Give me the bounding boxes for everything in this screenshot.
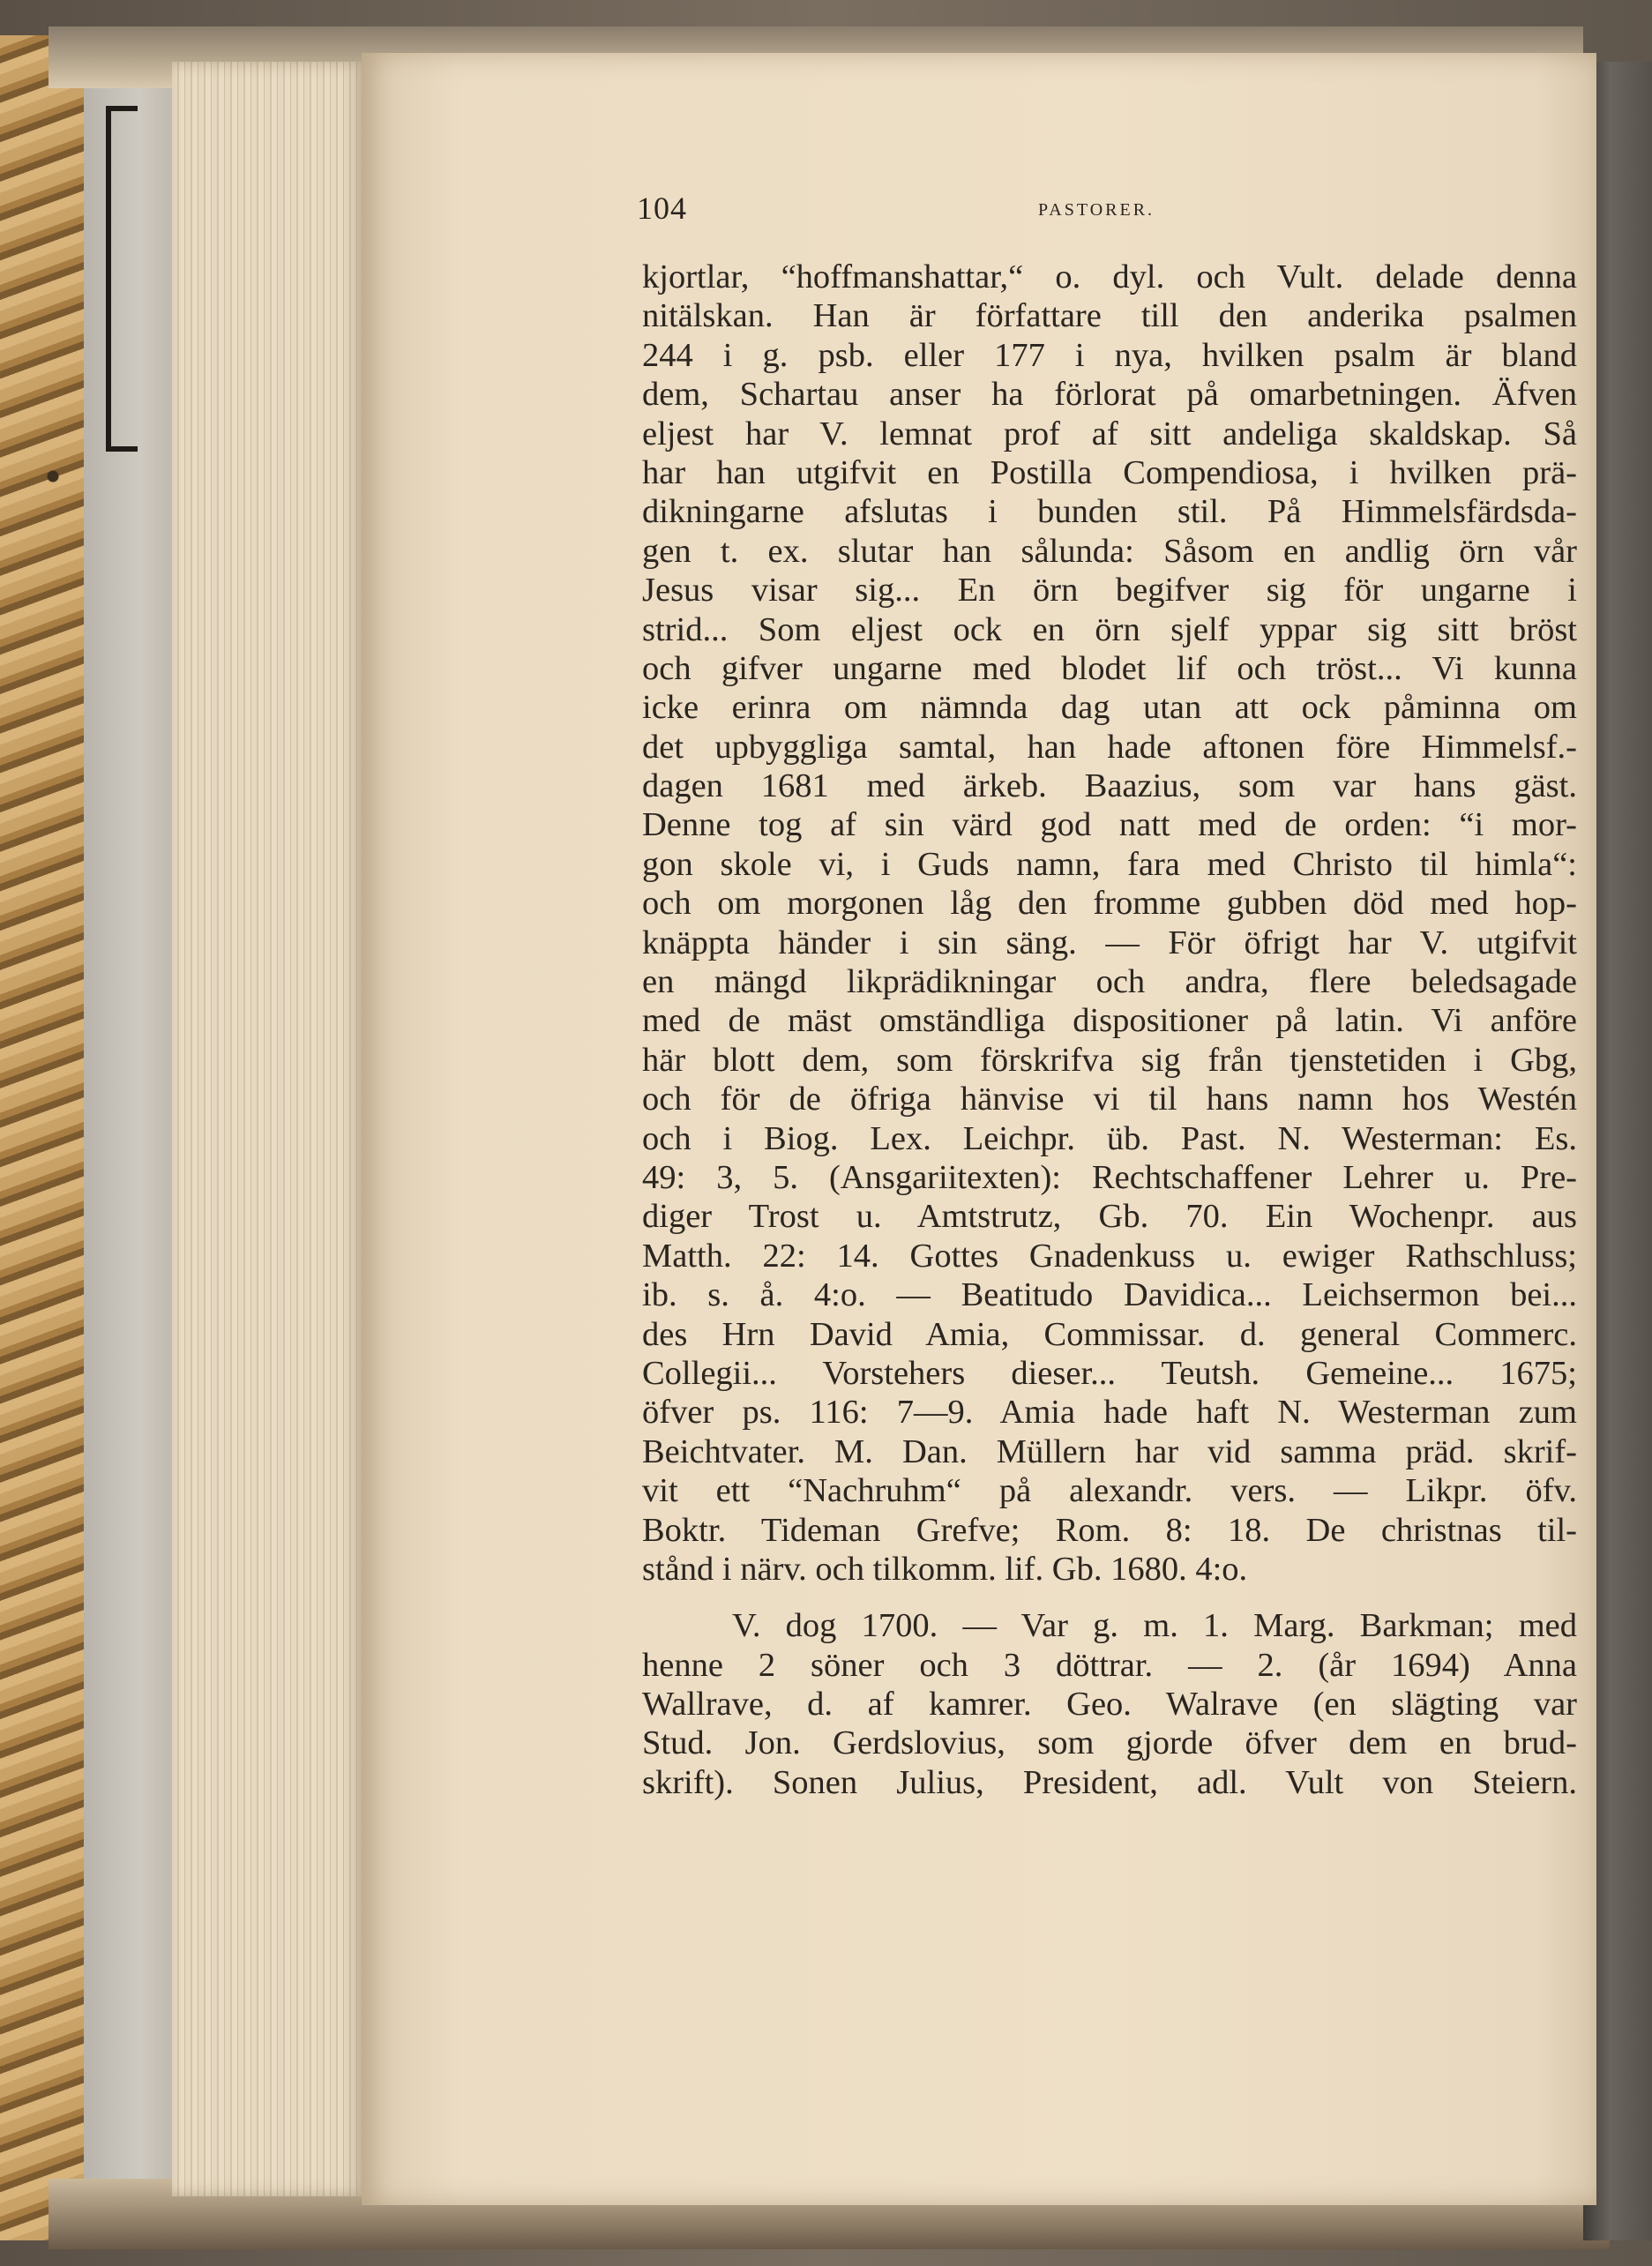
text-line: V. dog 1700. — Var g. m. 1. Marg. Barkman; med	[732, 1607, 1577, 1645]
text-line: en mängd likprädikningar och andra, flere beledsagade	[642, 963, 1577, 1001]
text-line: 49: 3, 5. (Ansgariitexten): Rechtschaffener Lehrer u. Pre-	[642, 1158, 1577, 1196]
text-line: öfver ps. 116: 7—9. Amia hade haft N. Westerman zum	[642, 1394, 1577, 1432]
text-line: det upbyggliga samtal, han hade aftonen före Himmelsf.-	[642, 728, 1577, 766]
text-line: med de mäst omständliga dispositioner på latin. Vi anföre	[642, 1002, 1577, 1040]
text-line: Boktr. Tideman Grefve; Rom. 8: 18. De christnas til-	[642, 1511, 1577, 1549]
text-line: ib. s. å. 4:o. — Beatitudo Davidica... Leichsermon bei...	[642, 1276, 1577, 1314]
text-line: skrift). Sonen Julius, President, adl. Vult von Steiern.	[642, 1763, 1577, 1801]
text-line: och gifver ungarne med blodet lif och tröst... Vi kunna	[642, 649, 1577, 687]
text-line: 244 i g. psb. eller 177 i nya, hvilken psalm är bland	[642, 336, 1577, 374]
text-line: strid... Som eljest ock en örn sjelf yppar sig sitt bröst	[642, 610, 1577, 648]
text-line: henne 2 söner och 3 döttrar. — 2. (år 1694) Anna	[642, 1646, 1577, 1684]
paragraph-2	[642, 1606, 1577, 1802]
text-line: Collegii... Vorstehers dieser... Teutsh. Gemeine... 1675;	[642, 1354, 1577, 1392]
text-line: Denne tog af sin värd god natt med de orden: “i mor-	[642, 806, 1577, 844]
text-line: Jesus visar sig... En örn begifver sig för ungarne i	[642, 572, 1577, 610]
text-line: dikningarne afslutas i bunden stil. På Himmelsfärdsda-	[642, 493, 1577, 531]
text-line: vit ett “Nachruhm“ på alexandr. vers. — Likpr. öfv.	[642, 1472, 1577, 1510]
text-line: här blott dem, som förskrifva sig från tjenstetiden i Gbg,	[642, 1041, 1577, 1079]
paragraph-1	[642, 258, 1577, 1589]
text-line: Matth. 22: 14. Gottes Gnadenkuss u. ewiger Rathschluss;	[642, 1237, 1577, 1275]
text-line: kjortlar, “hoffmanshattar,“ o. dyl. och Vult. delade denna	[642, 258, 1577, 295]
text-line: stånd i närv. och tilkomm. lif. Gb. 1680. 4:o.	[642, 1550, 1248, 1588]
text-line: Wallrave, d. af kamrer. Geo. Walrave (en slägting var	[642, 1686, 1577, 1724]
text-line: Beichtvater. M. Dan. Müllern har vid samma präd. skrif-	[642, 1432, 1577, 1470]
text-line: knäppta händer i sin säng. — För öfrigt har V. utgifvit	[642, 924, 1577, 961]
bracket-mark	[106, 106, 138, 452]
text-line: des Hrn David Amia, Commissar. d. general Commerc.	[642, 1315, 1577, 1353]
paragraph-gap	[642, 1589, 1577, 1606]
text-line: eljest har V. lemnat prof af sitt andeliga skaldskap. Så	[642, 415, 1577, 452]
text-line: och i Biog. Lex. Leichpr. üb. Past. N. Westerman: Es.	[642, 1119, 1577, 1157]
text-line: diger Trost u. Amtstrutz, Gb. 70. Ein Wochenpr. aus	[642, 1198, 1577, 1236]
text-line: och om morgonen låg den fromme gubben död med hop-	[642, 885, 1577, 923]
text-line: och för de öfriga hänvise vi til hans namn hos Westén	[642, 1081, 1577, 1118]
text-line: Stud. Jon. Gerdslovius, som gjorde öfver dem en brud-	[642, 1724, 1577, 1762]
text-line: gon skole vi, i Guds namn, fara med Christo til himla“:	[642, 845, 1577, 883]
page-header	[637, 190, 1572, 234]
text-line: dem, Schartau anser ha förlorat på omarbetningen. Äfven	[642, 376, 1577, 414]
text-line: har han utgifvit en Postilla Compendiosa, i hvilken prä-	[642, 453, 1577, 491]
text-line: gen t. ex. slutar han sålunda: Såsom en andlig örn vår	[642, 532, 1577, 570]
page-number: 104	[637, 191, 687, 226]
running-head: PASTORER.	[1038, 200, 1155, 220]
page-stack-edges	[172, 62, 366, 2196]
text-line: nitälskan. Han är författare till den anderika psalmen	[642, 297, 1577, 335]
body-text	[642, 258, 1577, 1802]
text-line: dagen 1681 med ärkeb. Baazius, som var hans gäst.	[642, 767, 1577, 805]
text-line: icke erinra om nämnda dag utan att ock påminna om	[642, 689, 1577, 727]
